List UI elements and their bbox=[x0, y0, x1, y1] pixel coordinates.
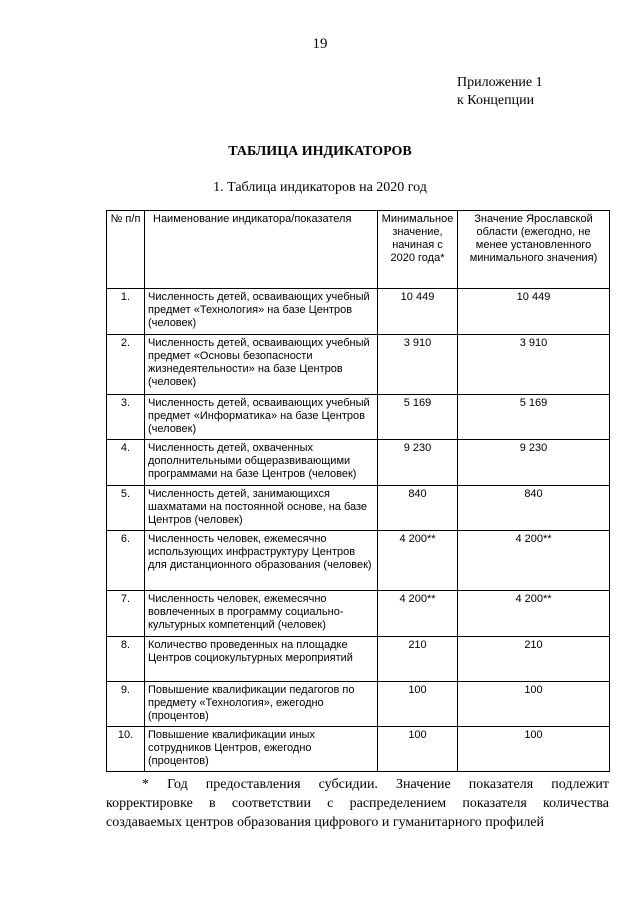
region-value: 4 200** bbox=[458, 591, 610, 637]
table-row bbox=[107, 531, 610, 591]
region-value: 9 230 bbox=[458, 440, 610, 486]
min-value: 4 200** bbox=[378, 531, 458, 591]
indicator-name: Количество проведенных на площадке Центров социокультурных мероприятий bbox=[145, 637, 378, 682]
row-number: 4. bbox=[107, 440, 145, 486]
min-value: 100 bbox=[378, 682, 458, 727]
min-value: 840 bbox=[378, 486, 458, 531]
region-value: 3 910 bbox=[458, 335, 610, 395]
appendix-line-1: Приложение 1 bbox=[457, 75, 543, 90]
indicator-name: Повышение квалификации педагогов по предмету «Технология», ежегодно (процентов) bbox=[145, 682, 378, 727]
row-number: 3. bbox=[107, 395, 145, 440]
row-number: 1. bbox=[107, 289, 145, 335]
min-value: 210 bbox=[378, 637, 458, 682]
table-row bbox=[107, 682, 610, 727]
table-row bbox=[107, 335, 610, 395]
region-value: 210 bbox=[458, 637, 610, 682]
table-row bbox=[107, 727, 610, 772]
region-value: 4 200** bbox=[458, 531, 610, 591]
indicator-name: Численность человек, ежемесячно использующих инфраструктуру Центров для дистанционного образования (человек) bbox=[145, 531, 378, 591]
table-row bbox=[107, 486, 610, 531]
region-value: 100 bbox=[458, 727, 610, 772]
appendix-note bbox=[457, 74, 543, 110]
region-value: 10 449 bbox=[458, 289, 610, 335]
min-value: 9 230 bbox=[378, 440, 458, 486]
table-row bbox=[107, 591, 610, 637]
region-value: 5 169 bbox=[458, 395, 610, 440]
row-number: 7. bbox=[107, 591, 145, 637]
row-number: 9. bbox=[107, 682, 145, 727]
header-indicator-name: Наименование индикатора/показателя bbox=[145, 211, 378, 289]
header-region-value: Значение Ярославской области (ежегодно, не менее установленного минимального значения) bbox=[458, 211, 610, 289]
table-row bbox=[107, 440, 610, 486]
table-row bbox=[107, 289, 610, 335]
header-min-value: Минимальное значение, начиная с 2020 года* bbox=[378, 211, 458, 289]
table-row bbox=[107, 637, 610, 682]
row-number: 5. bbox=[107, 486, 145, 531]
row-number: 8. bbox=[107, 637, 145, 682]
min-value: 10 449 bbox=[378, 289, 458, 335]
page-number: 19 bbox=[312, 36, 328, 52]
appendix-line-2: к Концепции bbox=[457, 93, 535, 108]
min-value: 100 bbox=[378, 727, 458, 772]
table-row bbox=[107, 395, 610, 440]
region-value: 100 bbox=[458, 682, 610, 727]
header-number: № п/п bbox=[107, 211, 145, 289]
document-title: ТАБЛИЦА ИНДИКАТОРОВ bbox=[228, 144, 412, 159]
table-header-row bbox=[107, 211, 610, 289]
indicator-name: Численность детей, осваивающих учебный предмет «Информатика» на базе Центров (человек) bbox=[145, 395, 378, 440]
row-number: 10. bbox=[107, 727, 145, 772]
row-number: 2. bbox=[107, 335, 145, 395]
indicator-name: Численность человек, ежемесячно вовлеченных в программу социально-культурных компетенций (человек) bbox=[145, 591, 378, 637]
indicator-name: Численность детей, охваченных дополнительными общеразвивающими программами на базе Центров (человек) bbox=[145, 440, 378, 486]
indicator-name: Численность детей, занимающихся шахматами на постоянной основе, на базе Центров (человек) bbox=[145, 486, 378, 531]
indicator-name: Повышение квалификации иных сотрудников Центров, ежегодно (процентов) bbox=[145, 727, 378, 772]
indicator-name: Численность детей, осваивающих учебный предмет «Технология» на базе Центров (человек) bbox=[145, 289, 378, 335]
footnote: * Год предоставления субсидии. Значение показателя подлежит корректировке в соответствии с распределением показателя количества создаваемых центров образования цифрового и гуманитарного профилей bbox=[106, 777, 609, 830]
region-value: 840 bbox=[458, 486, 610, 531]
table-subtitle: 1. Таблица индикаторов на 2020 год bbox=[213, 180, 427, 195]
min-value: 3 910 bbox=[378, 335, 458, 395]
min-value: 5 169 bbox=[378, 395, 458, 440]
indicator-name: Численность детей, осваивающих учебный предмет «Основы безопасности жизнедеятельности» на базе Центров (человек) bbox=[145, 335, 378, 395]
indicators-table bbox=[106, 210, 610, 772]
min-value: 4 200** bbox=[378, 591, 458, 637]
row-number: 6. bbox=[107, 531, 145, 591]
